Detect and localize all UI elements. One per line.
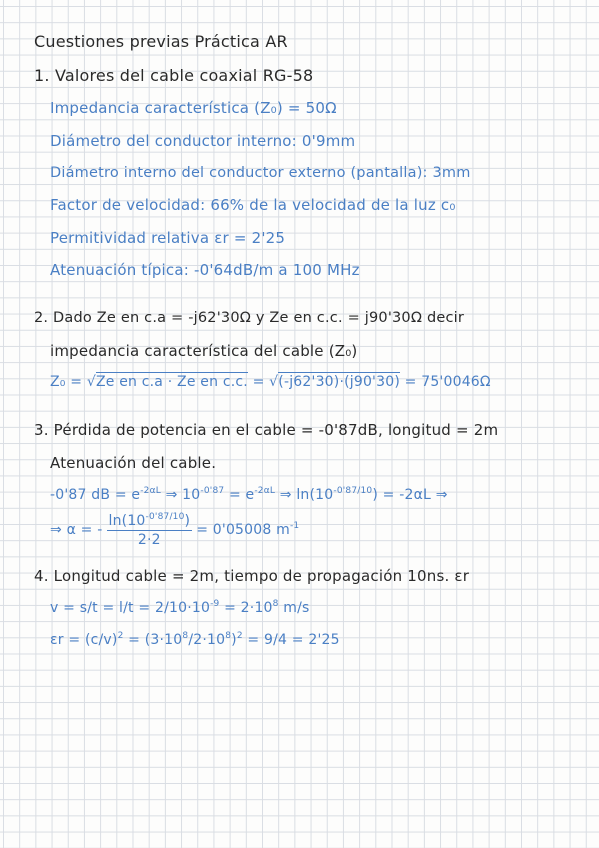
q3-eq2-num-close: ) <box>184 512 191 529</box>
q3-eq1-exp4: -0'87/10 <box>333 486 373 496</box>
q3-eq1-exp2: -0'87 <box>200 486 225 496</box>
q1-item-attenuation: Atenuación típica: -0'64dB/m a 100 MHz <box>50 261 360 279</box>
q1-item-inner-diameter: Diámetro del conductor interno: 0'9mm <box>50 132 356 150</box>
q2-heading-line2: impedancia característica del cable (Z₀) <box>50 342 358 360</box>
q4-eq1-part1: v = s/t = l/t = 2/10·10 <box>50 600 211 616</box>
q3-eq2-numerator <box>107 512 193 531</box>
q3-eq2-result-exp: -1 <box>289 521 300 531</box>
q3-heading-line1: 3. Pérdida de potencia en el cable = -0'87dB, longitud = 2m <box>34 421 499 439</box>
q3-eq1-part5: ) = -2αL ⇒ <box>372 487 448 503</box>
q3-eq1-exp3: -2αL <box>254 486 276 496</box>
q1-item-permittivity: Permitividad relativa εr = 2'25 <box>50 229 286 247</box>
q4-eq2-part3: /2·10 <box>188 632 226 648</box>
q1-heading: 1. Valores del cable coaxial RG-58 <box>34 66 314 85</box>
q4-eq1-part2: = 2·10 <box>219 600 273 616</box>
q3-eq2-result: = 0'05008 m <box>196 522 290 538</box>
q3-heading-line2: Atenuación del cable. <box>50 454 217 472</box>
q2-formula-radicand1: Ze en c.a · Ze en c.c. <box>95 374 248 390</box>
q1-item-outer-diameter: Diámetro interno del conductor externo (pantalla): 3mm <box>50 165 471 181</box>
q4-eq2-part5: = 9/4 = 2'25 <box>242 632 340 648</box>
q3-eq2-denominator: 2·2 <box>137 531 161 548</box>
q2-formula-radicand2: (-j62'30)·(j90'30) <box>278 374 400 390</box>
q3-equation-2 <box>50 510 299 550</box>
q3-eq1-part3: = e <box>224 487 255 503</box>
q2-formula-mid: = √ <box>247 374 279 390</box>
q3-eq2-num-main: ln(10 <box>108 512 146 529</box>
q4-eq2-part1: εr = (c/v) <box>50 632 118 648</box>
q4-eq2-exp3: 8 <box>225 631 232 641</box>
q4-eq2-exp1: 2 <box>117 631 124 641</box>
q3-eq2-fraction <box>107 512 193 549</box>
q3-eq2-num-exp: -0'87/10 <box>145 511 185 522</box>
q4-equation-1 <box>50 598 310 618</box>
q4-heading: 4. Longitud cable = 2m, tiempo de propagación 10ns. εr <box>34 567 470 585</box>
q1-item-velocity-factor: Factor de velocidad: 66% de la velocidad de la luz c₀ <box>50 196 456 214</box>
q4-eq2-exp4: 2 <box>236 631 243 641</box>
q4-eq1-exp1: -9 <box>210 599 220 609</box>
q3-eq1-part2: ⇒ 10 <box>160 487 201 503</box>
q4-eq2-part2: = (3·10 <box>123 632 183 648</box>
q3-eq1-part4: ⇒ ln(10 <box>275 487 334 503</box>
q4-eq2-exp2: 8 <box>182 631 189 641</box>
q4-eq2-part4: ) <box>231 632 237 648</box>
q2-formula-result: = 75'0046Ω <box>399 374 491 390</box>
q2-formula-prefix: Z₀ = √ <box>50 374 96 390</box>
q3-eq1-exp1: -2αL <box>140 486 161 496</box>
q1-item-impedance: Impedancia característica (Z₀) = 50Ω <box>50 99 337 117</box>
q3-eq1-part1: -0'87 dB = e <box>50 487 141 503</box>
q4-eq1-part3: m/s <box>278 600 310 616</box>
page-title: Cuestiones previas Práctica AR <box>34 32 288 51</box>
q4-equation-2 <box>50 630 340 650</box>
q3-eq2-prefix: ⇒ α = - <box>50 522 103 538</box>
q3-equation-1 <box>50 485 448 505</box>
q4-eq1-exp2: 8 <box>272 599 279 609</box>
q2-formula <box>50 372 491 392</box>
q2-heading-line1: 2. Dado Ze en c.a = -j62'30Ω y Ze en c.c. = j90'30Ω decir <box>34 310 465 326</box>
